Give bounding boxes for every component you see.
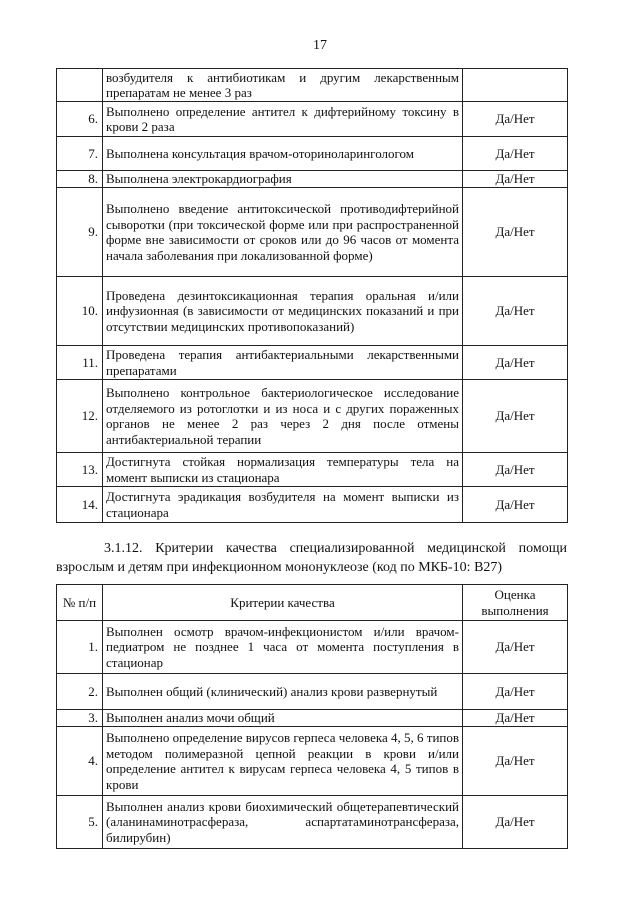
table-row — [57, 727, 568, 796]
page-number: 17 — [313, 38, 327, 53]
evaluation-value: Да/Нет — [463, 171, 568, 188]
criterion-text: Выполнен анализ мочи общий — [103, 710, 463, 727]
evaluation-value: Да/Нет — [463, 277, 568, 346]
row-number: 12. — [57, 380, 103, 453]
evaluation-value: Да/Нет — [463, 346, 568, 380]
evaluation-value: Да/Нет — [463, 453, 568, 487]
criterion-text: Выполнено контрольное бактериологическое исследование отделяемого из ротоглотки и из носа и с других пораженных органов не менее 2 раз через 2 дня после отмены антибактериальной терапии — [103, 380, 463, 453]
section-heading — [56, 540, 567, 577]
row-number: 6. — [57, 102, 103, 137]
criterion-text: Выполнена электрокардиография — [103, 171, 463, 188]
table-row — [57, 453, 568, 487]
row-number: 11. — [57, 346, 103, 380]
row-number: 9. — [57, 188, 103, 277]
criterion-text: возбудителя к антибиотикам и другим лекарственным препаратам не менее 3 раз — [103, 69, 463, 102]
row-number: 13. — [57, 453, 103, 487]
column-header-evaluation: Оценка выполнения — [463, 585, 568, 621]
table-row — [57, 102, 568, 137]
table-row — [57, 796, 568, 849]
column-header-number: № п/п — [57, 585, 103, 621]
criterion-text: Выполнен общий (клинический) анализ крови развернутый — [103, 674, 463, 710]
table-row — [57, 69, 568, 102]
row-number: 10. — [57, 277, 103, 346]
table-header-row — [57, 585, 568, 621]
mononucleosis-criteria-table — [56, 584, 568, 849]
evaluation-value: Да/Нет — [463, 710, 568, 727]
criterion-text: Проведена дезинтоксикационная терапия оральная и/или инфузионная (в зависимости от медицинских показаний и при отсутствии медицинских противопоказаний) — [103, 277, 463, 346]
row-number: 3. — [57, 710, 103, 727]
table-row — [57, 621, 568, 674]
criterion-text: Выполнен осмотр врачом-инфекционистом и/или врачом-педиатром не позднее 1 часа от момента поступления в стационар — [103, 621, 463, 674]
evaluation-value: Да/Нет — [463, 487, 568, 523]
table-row — [57, 380, 568, 453]
evaluation-value: Да/Нет — [463, 102, 568, 137]
criterion-text: Выполнен анализ крови биохимический общетерапевтический (аланинаминотрасфераза, аспартатаминотрансфераза, билирубин) — [103, 796, 463, 849]
evaluation-value: Да/Нет — [463, 380, 568, 453]
evaluation-value: Да/Нет — [463, 727, 568, 796]
evaluation-value: Да/Нет — [463, 796, 568, 849]
row-number — [57, 69, 103, 102]
criterion-text: Проведена терапия антибактериальными лекарственными препаратами — [103, 346, 463, 380]
row-number: 2. — [57, 674, 103, 710]
evaluation-value: Да/Нет — [463, 621, 568, 674]
table-row — [57, 710, 568, 727]
criterion-text: Выполнено введение антитоксической противодифтерийной сыворотки (при токсической форме или при распространенной форме вне зависимости от сроков или до 96 часов от момента начала заболевания при локализованной форме) — [103, 188, 463, 277]
table-row — [57, 346, 568, 380]
criterion-text: Выполнено определение вирусов герпеса человека 4, 5, 6 типов методом полимеразной цепной реакции в крови и/или определение антител к вирусам герпеса человека 4, 5 типов в крови — [103, 727, 463, 796]
row-number: 4. — [57, 727, 103, 796]
evaluation-value: Да/Нет — [463, 674, 568, 710]
evaluation-value: Да/Нет — [463, 188, 568, 277]
row-number: 14. — [57, 487, 103, 523]
table-row — [57, 487, 568, 523]
criterion-text: Выполнена консультация врачом-оториноларингологом — [103, 137, 463, 171]
table-row — [57, 277, 568, 346]
evaluation-value — [463, 69, 568, 102]
section-heading-line2: взрослым и детям при инфекционном мононуклеозе (код по МКБ-10: B27) — [56, 559, 503, 575]
criterion-text: Достигнута эрадикация возбудителя на момент выписки из стационара — [103, 487, 463, 523]
criterion-text: Достигнута стойкая нормализация температуры тела на момент выписки из стационара — [103, 453, 463, 487]
section-heading-line1: 3.1.12. Критерии качества специализированной медицинской помощи — [104, 541, 567, 556]
evaluation-value: Да/Нет — [463, 137, 568, 171]
row-number: 8. — [57, 171, 103, 188]
table-row — [57, 171, 568, 188]
row-number: 7. — [57, 137, 103, 171]
column-header-criteria: Критерии качества — [103, 585, 463, 621]
row-number: 1. — [57, 621, 103, 674]
table-row — [57, 188, 568, 277]
table-row — [57, 674, 568, 710]
criterion-text: Выполнено определение антител к дифтерийному токсину в крови 2 раза — [103, 102, 463, 137]
table-row — [57, 137, 568, 171]
criteria-table-continued — [56, 68, 568, 523]
row-number: 5. — [57, 796, 103, 849]
